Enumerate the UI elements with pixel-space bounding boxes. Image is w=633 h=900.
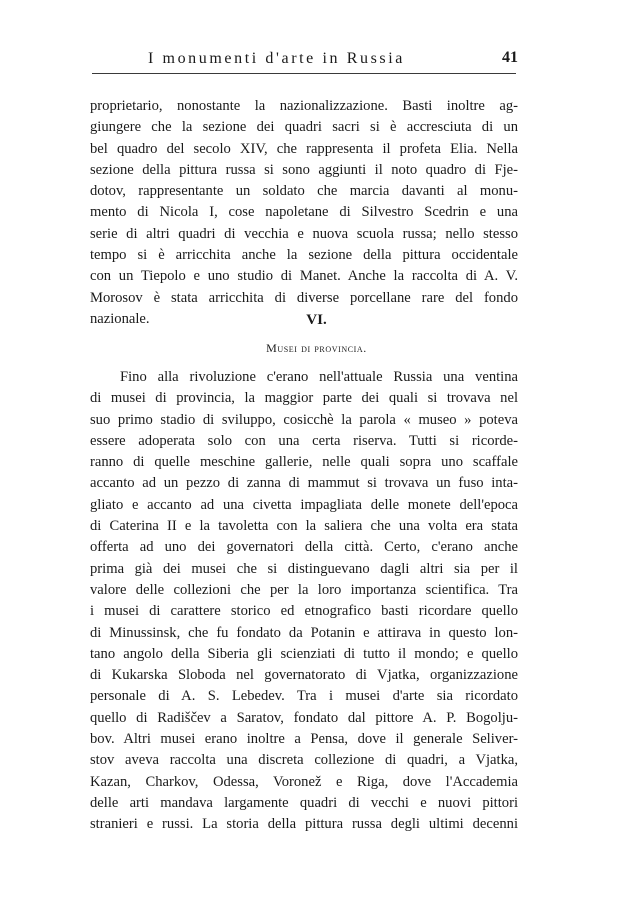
text-line: serie di altri quadri di vecchia e nuova scuola russa; nello stesso — [90, 225, 518, 242]
header-rule — [92, 73, 516, 74]
text-line: quello di Radiščev a Saratov, fondato dal pittore A. P. Bogolju- — [90, 709, 518, 726]
text-line: accanto ad un pezzo di zanna di mammut si trovava un fuso inta- — [90, 475, 518, 492]
text-line: i musei di carattere storico ed etnografico basti ricordare quello — [90, 603, 518, 620]
text-line: Morosov è stata arricchita di diverse porcellane rare del fondo — [90, 289, 518, 306]
text-line: Kazan, Charkov, Odessa, Voronež e Riga, dove l'Accademia — [90, 773, 518, 790]
text-line: proprietario, nonostante la nazionalizzazione. Basti inoltre ag- — [90, 98, 518, 114]
text-line: personale di A. S. Lebedev. Tra i musei d'arte sia ricordato — [90, 688, 518, 705]
text-line: ranno di quelle meschine gallerie, nelle quali sopra uno scaffale — [90, 454, 518, 471]
text-line: stov aveva raccolta una discreta collezione di quadri, a Vjatka, — [90, 752, 518, 769]
text-line: Fino alla rivoluzione c'erano nell'attuale Russia una ventina — [120, 369, 518, 385]
text-line: di Kukarska Sloboda nel governatorato di Vjatka, organizzazione — [90, 667, 518, 684]
section-title: Musei di provincia. — [266, 341, 367, 355]
text-line: di musei di provincia, la maggior parte dei quali si trovava nel — [90, 390, 518, 407]
running-head — [92, 46, 522, 72]
running-title: I monumenti d'arte in Russia — [148, 50, 405, 67]
paragraph-1 — [90, 96, 518, 330]
text-line: valore delle collezioni che per la loro importanza scientifica. Tra — [90, 581, 518, 598]
text-line: bov. Altri musei erano inoltre a Pensa, dove il generale Seliver- — [90, 731, 518, 748]
section-number: VI. — [306, 312, 327, 328]
text-line: bel quadro del secolo XIV, che rappresenta il profeta Elia. Nella — [90, 140, 518, 157]
page-number: 41 — [502, 49, 518, 66]
text-line: essere adoperata solo con una certa riserva. Tutti si ricorde- — [90, 432, 518, 449]
text-line: delle arti mandava largamente quadri di vecchi e nuovi pittori — [90, 794, 518, 811]
text-line: stranieri e russi. La storia della pittura russa degli ultimi decenni — [90, 816, 518, 833]
text-line: giungere che la sezione dei quadri sacri si è accresciuta di un — [90, 119, 518, 136]
text-line: con un Tiepolo e uno studio di Manet. Anche la raccolta di A. V. — [90, 268, 518, 285]
text-line: suo primo stadio di sviluppo, cosicchè la parola « museo » poteva — [90, 411, 518, 428]
text-line: di Minussinsk, che fu fondato da Potanin e attirava in questo lon- — [90, 624, 518, 641]
text-line: tano angolo della Siberia gli scienziati di tutto il mondo; e quello — [90, 645, 518, 662]
text-line: di Caterina II e la tavoletta con la saliera che una volta era stata — [90, 518, 518, 535]
text-line: gliato e accanto ad una civetta impagliata delle monete dell'epoca — [90, 496, 518, 513]
text-line: tempo si è arricchita anche la sezione della pittura occidentale — [90, 247, 518, 264]
paragraph-2 — [90, 367, 518, 836]
text-line: nazionale. — [90, 310, 150, 327]
text-line: prima già dei musei che si distinguevano dagli altri sia per il — [90, 560, 518, 577]
text-line: dotov, rappresentante un soldato che marcia davanti al monu- — [90, 183, 518, 200]
text-line: offerta ad uno dei governatori della città. Certo, c'erano anche — [90, 539, 518, 556]
text-line: mento di Nicola I, cose napoletane di Silvestro Scedrin e una — [90, 204, 518, 221]
text-line: sezione della pittura russa si sono aggiunti il noto quadro di Fje- — [90, 161, 518, 178]
